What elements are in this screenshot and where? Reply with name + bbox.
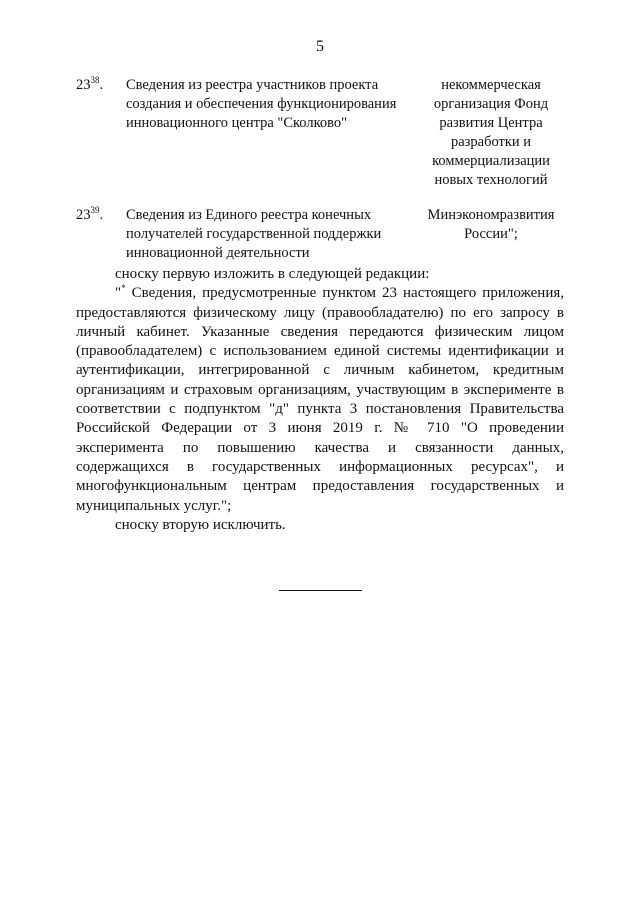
page-number: 5 <box>316 38 324 55</box>
amendment-text <box>76 265 564 535</box>
row-organization: некоммерческая организация Фонд развития Центра разработки и коммерциализации новых технологий <box>432 77 550 188</box>
row-number-superscript: 38 <box>90 75 100 85</box>
row-number-base: 23 <box>76 77 91 93</box>
footnote-mark: * <box>121 283 126 294</box>
closing-paragraph: сноску вторую исключить. <box>115 516 286 533</box>
row-number <box>76 206 126 225</box>
table-row <box>76 206 566 263</box>
row-description: Сведения из реестра участников проекта создания и обеспечения функционирования инновационного центра "Сколково" <box>126 77 397 131</box>
end-divider <box>279 590 362 591</box>
row-number-superscript: 39 <box>90 205 100 215</box>
row-description: Сведения из Единого реестра конечных получателей государственной поддержки инновационной деятельности <box>126 207 382 261</box>
intro-paragraph: сноску первую изложить в следующей редакции: <box>115 266 430 282</box>
footnote-open-quote: " <box>115 285 122 302</box>
footnote-paragraph <box>76 284 564 516</box>
row-number-base: 23 <box>76 207 91 223</box>
row-organization: Минэкономразвития России"; <box>427 207 555 242</box>
table-row <box>76 76 566 190</box>
row-number-suffix: . <box>99 207 104 223</box>
row-number <box>76 76 126 95</box>
row-number-suffix: . <box>99 77 104 93</box>
footnote-text: Сведения, предусмотренные пунктом 23 настоящего приложения, предоставляются физическому лицу (правообладателю) по его запросу в личный кабинет. Указанные сведения передаются физическим лицом (правообладателем) с использованием единой системы идентификации и аутентификации, интегрированной с личным кабинетом, кредитным организациям и страховым организациям, участвующим в эксперименте в соответствии с подпунктом "д" пункта 3 постановления Правительства Российской Федерации от 3 июня 2019 г. № 710 "О проведении эксперимента по повышению качества и связанности данных, содержащихся в государственных информационных ресурсах", и многофункциональным центрам предоставления государственных и муниципальных услуг."; <box>76 285 564 514</box>
registry-table <box>76 76 566 279</box>
